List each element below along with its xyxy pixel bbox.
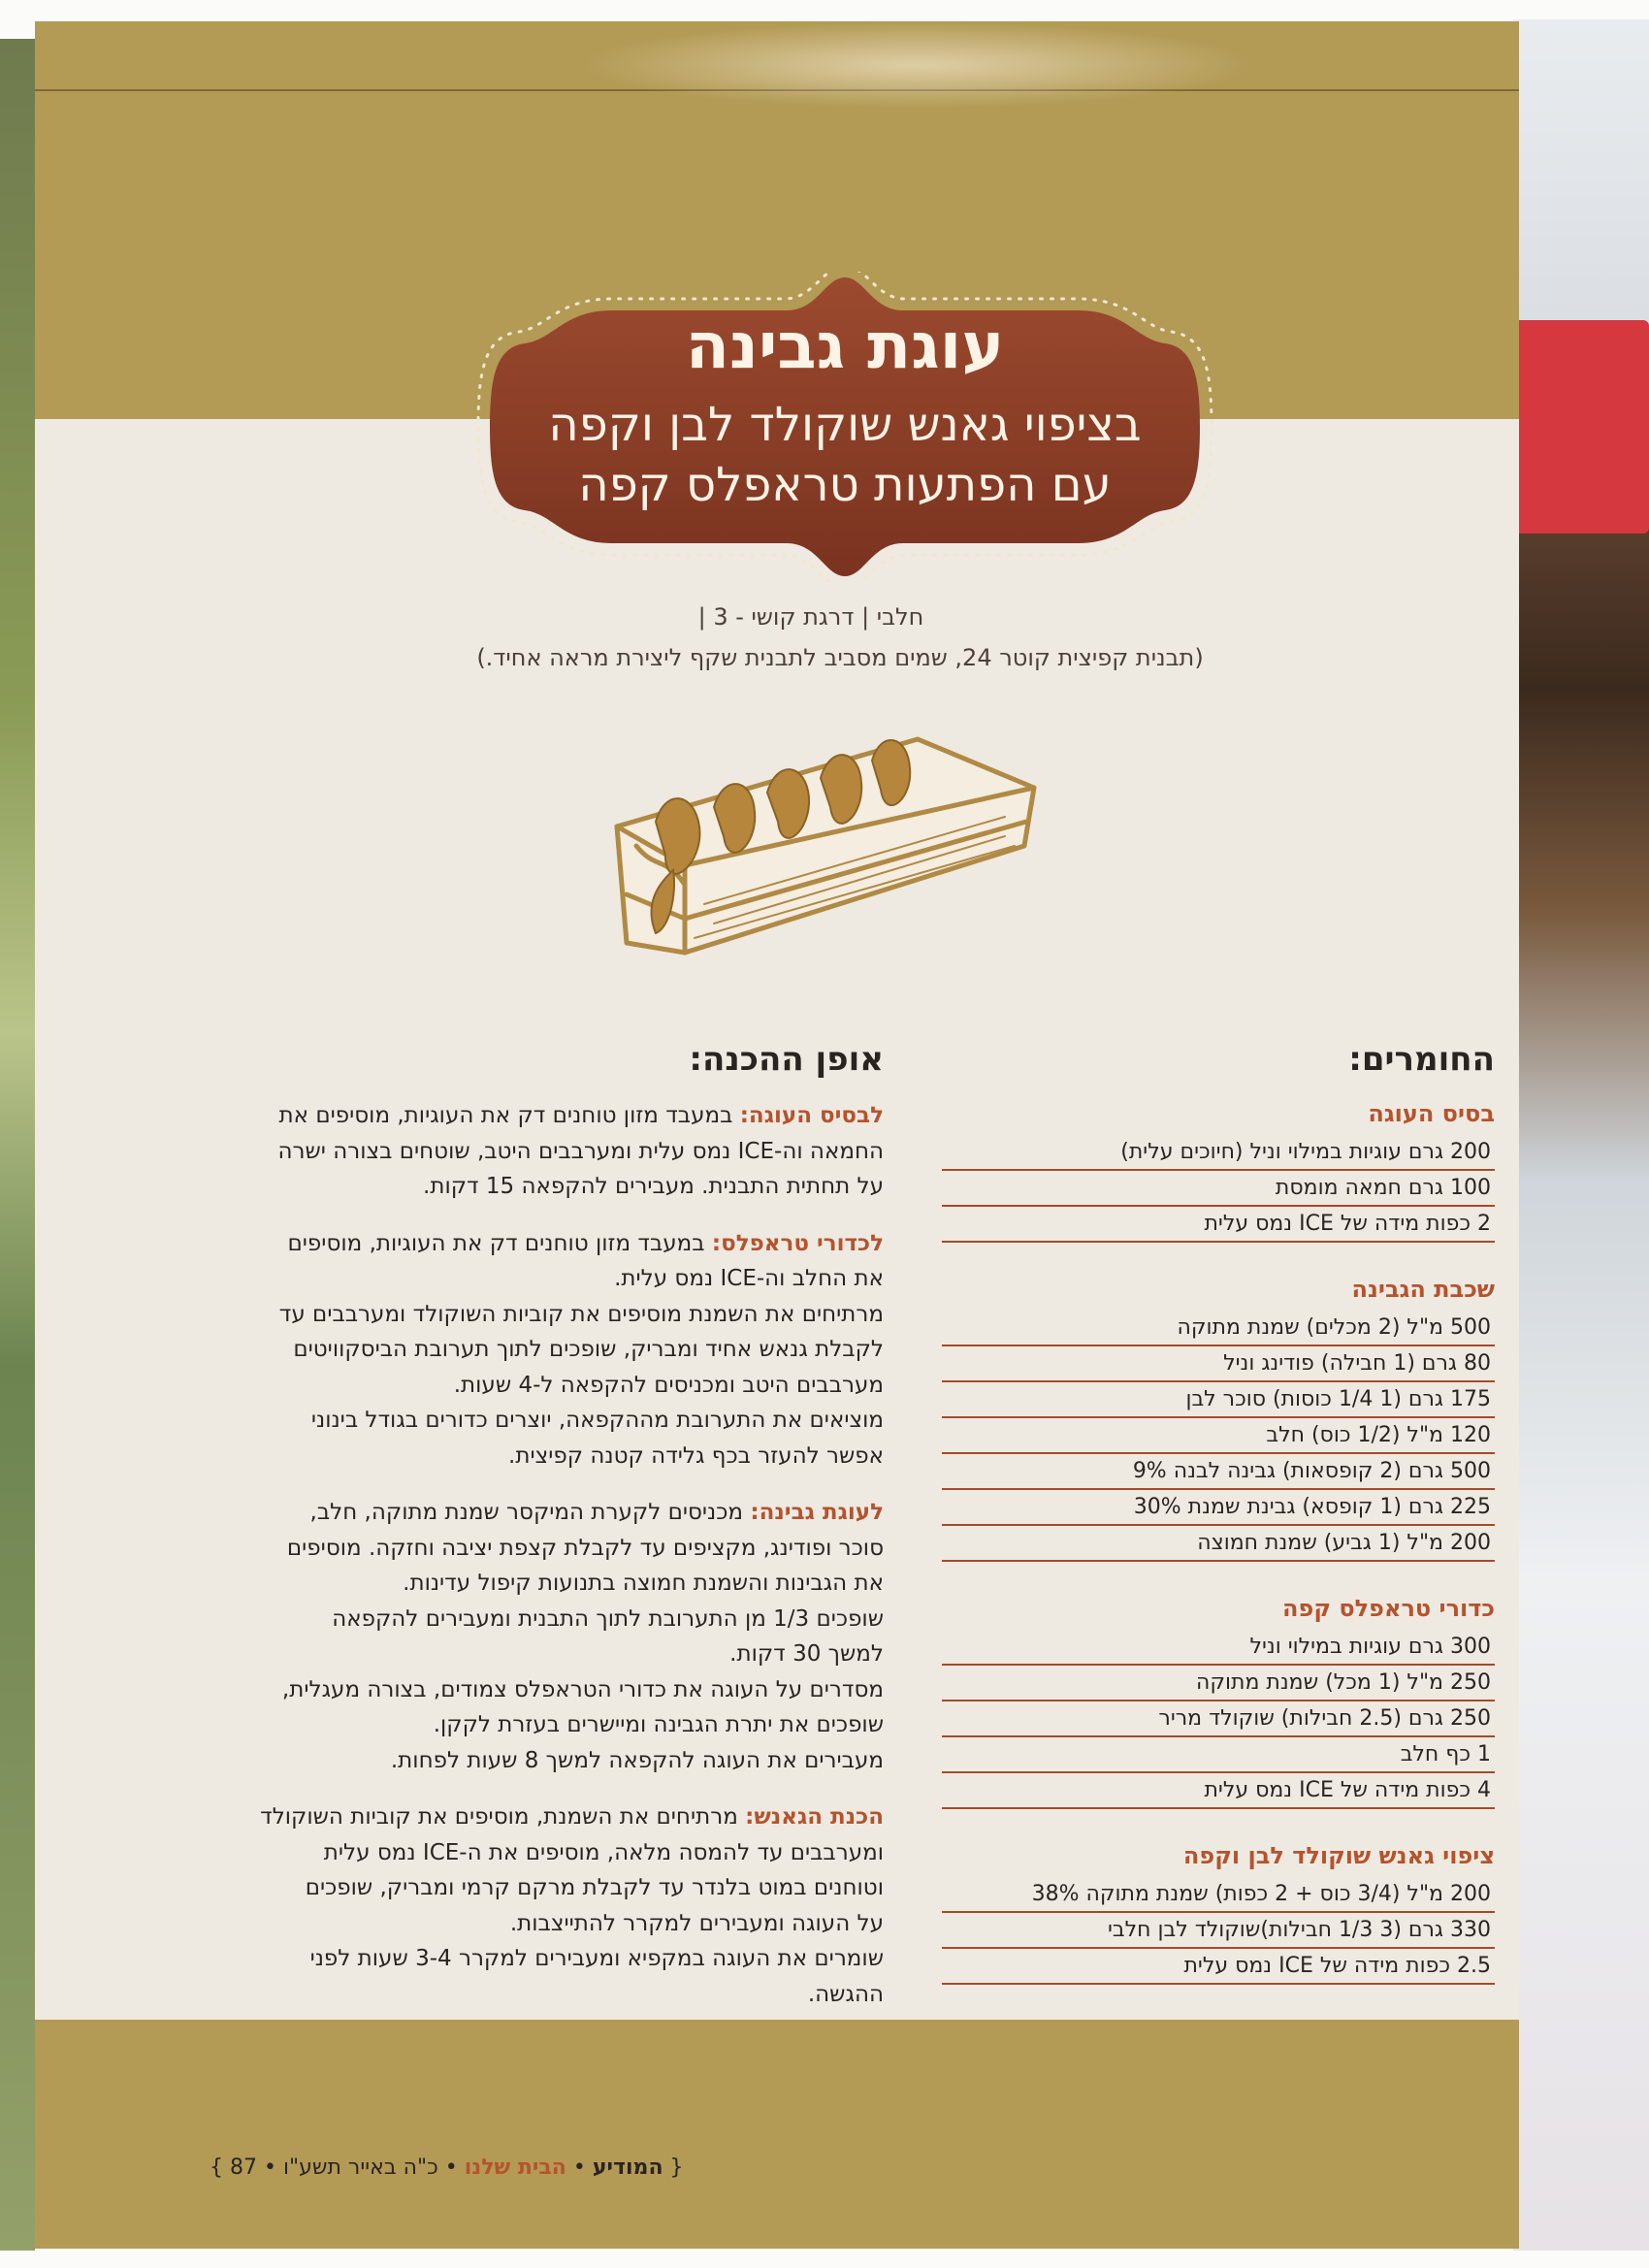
ingredient-item: 1 כף חלב [942, 1737, 1495, 1773]
paragraph-line: מכניסים לקערת המיקסר שמנת מתוקה, חלב, [309, 1500, 751, 1525]
paragraph-line: למשך 30 דקות. [729, 1641, 884, 1667]
method-column [234, 1040, 884, 2033]
section-title-truffles: כדורי טראפלס קפה [1282, 1595, 1495, 1622]
ingredient-item: 120 מ"ל (1/2 כוס) חלב [942, 1418, 1495, 1454]
paragraph-lead: לכדורי טראפלס: [711, 1230, 884, 1256]
paragraph-line: מסדרים על העוגה את כדורי הטראפלס צמודים, בצורה מעגלית, [281, 1676, 884, 1702]
paragraph-line: שופכים 1/3 מן התערובת לתוך התבנית ומעבירים להקפאה [332, 1605, 884, 1632]
ingredient-item: 2 כפות מידה של ICE נמס עלית [942, 1207, 1495, 1243]
paragraph-line: ההגשה. [807, 1981, 884, 2007]
paragraph-line: מרתיחים את השמנת מוסיפים את קוביות השוקולד ומערבבים עד [278, 1301, 884, 1327]
footer-page-number: 87 [230, 2155, 257, 2180]
red-jar-lid [1513, 320, 1649, 534]
ingredient-item: 250 מ"ל (1 מכל) שמנת מתוקה [942, 1666, 1495, 1701]
paragraph-line: שופכים את יתרת הגבינה ומיישרים בעזרת לקקן. [433, 1712, 884, 1737]
paragraph-line: במעבד מזון טוחנים דק את העוגיות, מוסיפים [287, 1230, 712, 1256]
adjacent-page-photo [1513, 19, 1649, 2251]
recipe-subtitle-1: בציפוי גאנש שוקולד לבן וקפה [548, 398, 1142, 452]
paragraph-line: לקבלת גנאש אחיד ומבריק, שופכים לתוך תערובת הביסקוויטים [293, 1337, 884, 1362]
ingredient-item: 200 מ"ל (1 גביע) שמנת חמוצה [942, 1526, 1495, 1562]
ingredient-item: 200 גרם עוגיות במילוי וניל (חיוכים עלית) [942, 1135, 1495, 1171]
paragraph-line: החמאה וה-ICE נמס עלית ומערבבים היטב, שוטחים בצורה ישרה [277, 1138, 884, 1164]
paragraph-line: מוציאים את התערובת מההקפאה, יוצרים כדורים בגודל בינוני [310, 1408, 884, 1433]
left-page-edge [0, 39, 35, 2251]
section-title-cheese: שכבת הגבינה [1351, 1276, 1495, 1303]
pan-note: (תבנית קפיצית קוטר 24, שמים מסביב לתבנית שקף ליצירת מראה אחיד.) [476, 644, 1204, 671]
paragraph-line: על תחתית התבנית. מעבירים להקפאה 15 דקות. [423, 1174, 884, 1199]
paragraph-line: את הגבינות והשמנת חמוצה בתנועות קיפול עדינות. [403, 1571, 884, 1596]
ingredient-item: 330 גרם (3 1/3 חבילות)שוקולד לבן חלבי [942, 1913, 1495, 1949]
recipe-meta: חלבי | דרגת קושי - 3 | [697, 603, 924, 631]
paragraph-lead: הכנת הגאנש: [745, 1804, 884, 1830]
ingredient-item: 80 גרם (1 חבילה) פודינג וניל [942, 1346, 1495, 1382]
paragraph-lead: לבסיס העוגה: [739, 1103, 884, 1128]
paragraph-lead: לעוגת גבינה: [750, 1500, 884, 1525]
ingredient-item: 2.5 כפות מידה של ICE נמס עלית [942, 1949, 1495, 1985]
footer-brand: המודיע [592, 2155, 663, 2180]
page-footer: { המודיע • הבית שלנו • כ"ה באייר תשע"ו • 87 } [210, 2155, 684, 2180]
footer-section: הבית שלנו [464, 2155, 566, 2180]
footer-date: כ"ה באייר תשע"ו [282, 2155, 438, 2180]
ingredient-item: 250 גרם (2.5 חבילות) שוקולד מריר [942, 1701, 1495, 1737]
method-paragraph-cheese [234, 1495, 884, 1778]
method-heading: אופן ההכנה: [689, 1040, 884, 1079]
paragraph-line: מרתיחים את השמנת, מוסיפים את קוביות השוקולד [260, 1804, 746, 1830]
cheesecake-illustration [598, 700, 1063, 1011]
paragraph-line: שומרים את העוגה במקפיא ומעבירים למקרר 3-4 שעות לפני [309, 1946, 884, 1971]
section-title-ganache: ציפוי גאנש שוקולד לבן וקפה [1182, 1842, 1495, 1869]
recipe-subtitle-2: עם הפתעות טראפלס קפה [578, 458, 1112, 512]
method-paragraph-truffles [234, 1226, 884, 1474]
paragraph-line: אפשר להעזר בכף גלידה קטנה קפיצית. [508, 1442, 884, 1469]
magazine-page [35, 21, 1519, 2249]
ingredient-item: 4 כפות מידה של ICE נמס עלית [942, 1773, 1495, 1809]
method-paragraph-base [234, 1098, 884, 1205]
ingredient-item: 225 גרם (1 קופסא) גבינת שמנת 30% [942, 1490, 1495, 1526]
paragraph-line: וטוחנים במוט בלנדר עד לקבלת מרקם קרמי ומבריק, שופכים [305, 1875, 884, 1900]
ingredient-item: 300 גרם עוגיות במילוי וניל [942, 1630, 1495, 1666]
paragraph-line: סוכר ופודינג, מקציפים עד לקבלת קצפת יציבה וחזקה. מוסיפים [286, 1535, 884, 1561]
ingredient-item: 500 מ"ל (2 מכלים) שמנת מתוקה [942, 1311, 1495, 1346]
ingredient-item: 200 מ"ל (3/4 כוס + 2 כפות) שמנת מתוקה 38% [942, 1877, 1495, 1913]
paragraph-line: על העוגה ומעבירים למקרר להתייצבות. [509, 1910, 884, 1936]
section-title-base: בסיס העוגה [1368, 1100, 1495, 1127]
ingredient-item: 100 גרם חמאה מומסת [942, 1171, 1495, 1207]
title-plaque [476, 272, 1213, 582]
ingredients-heading: החומרים: [1348, 1040, 1495, 1079]
bottom-gold-band [35, 2020, 1519, 2249]
recipe-title: עוגת גבינה [685, 308, 1005, 383]
ingredient-item: 500 גרם (2 קופסאות) גבינה לבנה 9% [942, 1454, 1495, 1490]
paragraph-line: מעבירים את העוגה להקפאה למשך 8 שעות לפחות. [390, 1747, 884, 1773]
paragraph-line: מערבבים היטב ומכניסים להקפאה ל-4 שעות. [453, 1372, 884, 1398]
paragraph-line: את החלב וה-ICE נמס עלית. [614, 1266, 884, 1291]
top-band-highlight [578, 21, 1257, 109]
paragraph-line: ומערבבים עד להמסה מלאה, מוסיפים את ה-ICE נמס עלית [323, 1839, 884, 1865]
ingredients-column [942, 1040, 1495, 1985]
method-paragraph-ganache [234, 1799, 884, 2012]
ingredient-item: 175 גרם (1 1/4 כוסות) סוכר לבן [942, 1382, 1495, 1418]
paragraph-line: במעבד מזון טוחנים דק את העוגיות, מוסיפים את [278, 1103, 740, 1128]
